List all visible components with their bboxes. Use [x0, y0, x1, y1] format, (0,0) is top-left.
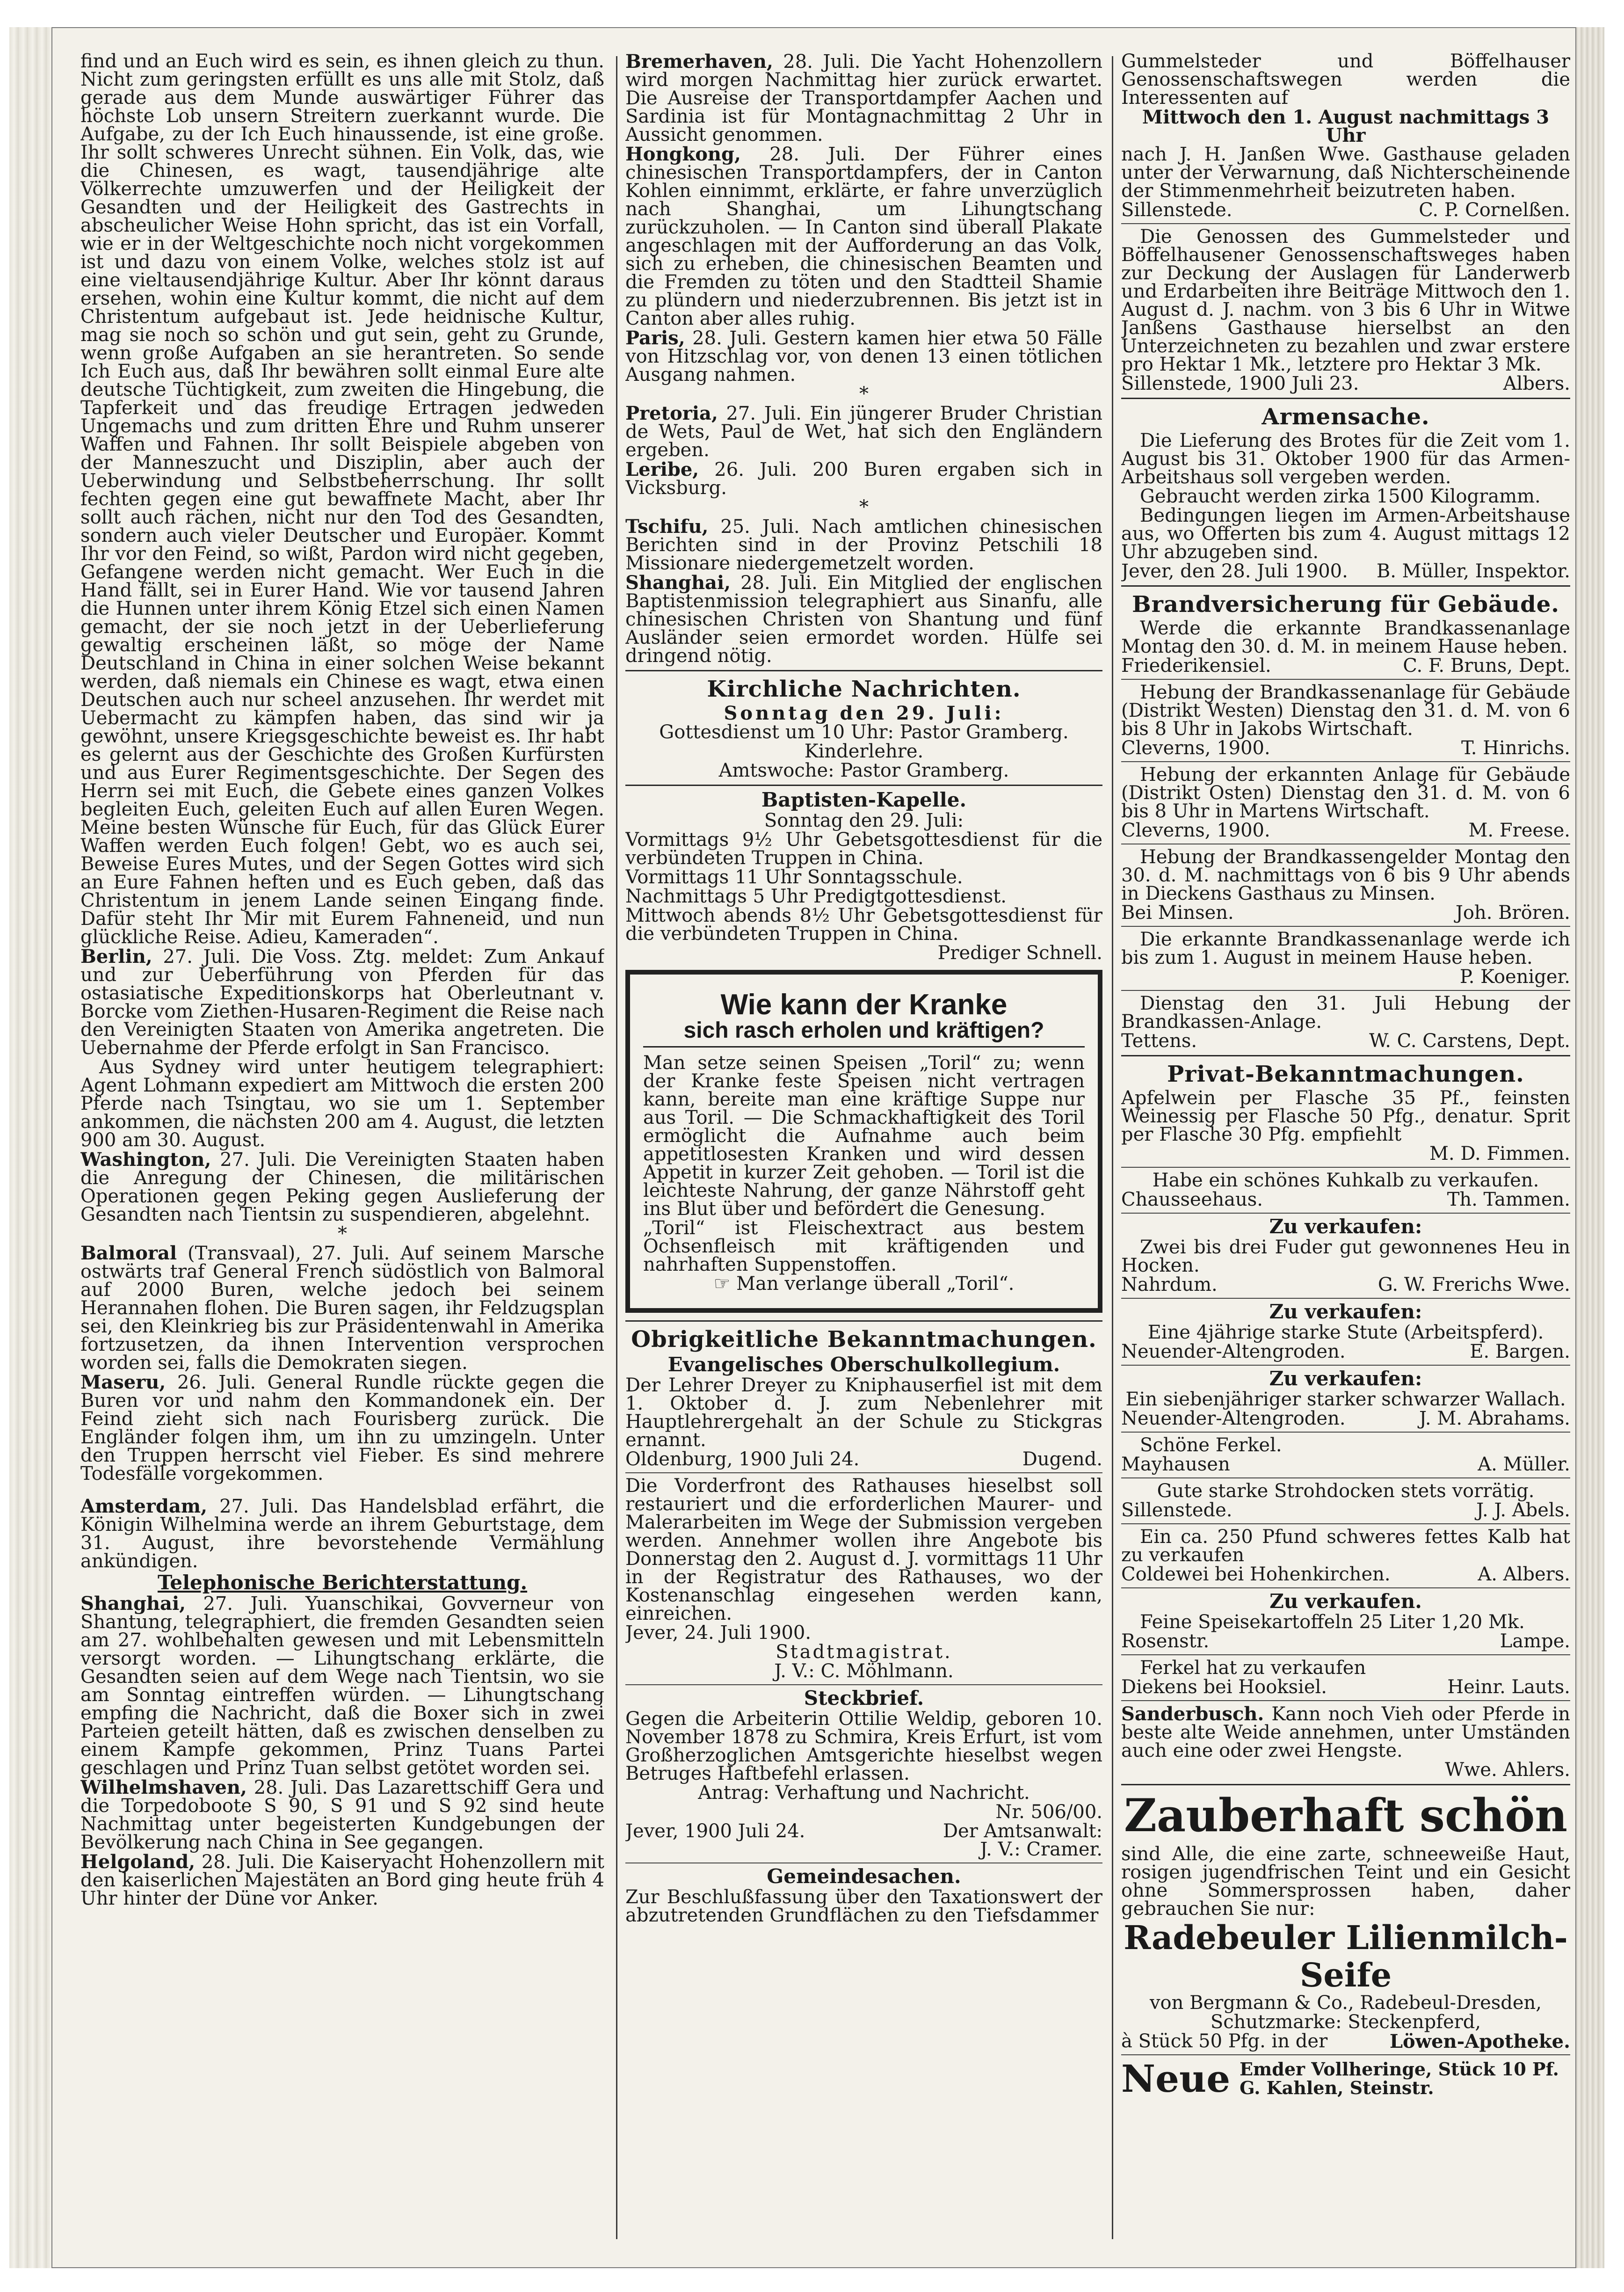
news-berlin-text: 27. Juli. Die Voss. Ztg. meldet: Zum Ankauf und zur Ueberführung von Pferden für das ostasiatische Expeditionskorps hat Oberleutnant v. Borcke vom Ziethen-Husaren-Regiment die Reise nach den Vereinigten Staaten von Amerika angetreten. Die Uebernahme der Pferde erfolgt in San Francisco. — [80, 946, 604, 1059]
section-heading-baptist: Baptisten-Kapelle. — [761, 788, 967, 811]
dateline-balmoral: Balmoral — [80, 1242, 177, 1264]
dateline-amsterdam: Amsterdam, — [80, 1495, 208, 1517]
news-bremerhaven-text: 28. Juli. Die Yacht Hohenzollern wird morgen Nachmittag hier zurück erwartet. Die Ausreise der Transportdampfer Aachen und Sardinia ist für Montagnachmittag 2 Uhr in Aussicht genommen. — [625, 52, 1102, 146]
news-hongkong-text: 28. Juli. Der Führer eines chinesischen Transportdampfers, der in Canton Kohlen einnimmt, erklärte, er fahre unverzüglich nach Shanghai, um Lihungtschang zurückzuholen. — In Canton sind überall Plakate angeschlagen mit der Aufforderung an das Volk, sich zu erheben, die chinesischen Beamten und die Fremden zu töten und den Stadtteil Shamie zu plündern und niederzubrennen. Bis jetzt ist in Canton aber alles ruhig. — [625, 144, 1102, 329]
soap-shop: Löwen-Apotheke. — [1389, 2030, 1570, 2052]
brand-3-footer — [1121, 822, 1570, 840]
news-berlin — [80, 947, 604, 1057]
ad-title: Wie kann der Kranke — [720, 989, 1008, 1021]
private-11-text: Kann noch Vieh oder Pferde in beste alte Weide annehmen, unter Umständen auch eine oder zwei Hengste. — [1121, 1703, 1570, 1761]
steckbrief-footer — [625, 1822, 1102, 1841]
beitrag-footer — [1121, 375, 1570, 393]
news-sydney: Aus Sydney wird unter heutigem telegraphiert: Agent Lohmann expediert am Mittwoch die ersten 200 Pferde nach Tsingtau, wo sie um 1. September ankommen, die nächsten 200 am 4. August, die letzten 900 am 30. August. — [80, 1056, 604, 1151]
separator-star: * — [859, 383, 869, 405]
private-9-place: Rosenstr. — [1121, 1630, 1210, 1652]
dateline-pretoria: Pretoria, — [625, 402, 718, 424]
news-amsterdam-text: 27. Juli. Das Handelsblad erfährt, die Königin Wilhelmina werde an ihrem Geburtstage, dem 31. August, ihre bevorstehende Vermählung ankündigen. — [80, 1496, 604, 1572]
soap-footer — [1121, 2032, 1570, 2051]
news-maseru-text: 26. Juli. General Rundle rückte gegen die Buren vor und nahm den Kommandonek ein. Der Feind zieht sich nach Fourisberg zurück. Die Engländer folgen ihm, um ihn zu umzingeln. Unter den Truppen herrscht viel Fieber. Es sind mehrere Todesfälle vorgekommen. — [80, 1372, 604, 1484]
divider — [1121, 1523, 1570, 1524]
private-9-signature: Lampe. — [1500, 1630, 1570, 1652]
baptist-line-2: Vormittags 11 Uhr Sonntagsschule. — [625, 866, 963, 888]
brand-3-text: Hebung der erkannten Anlage für Gebäude (Distrikt Osten) Dienstag den 31. d. M. von 6 bis 8 Uhr in Martens Wirtschaft. — [1121, 764, 1570, 822]
dateline-helgoland: Helgoland, — [80, 1851, 196, 1873]
armen-footer — [1121, 562, 1570, 581]
divider — [1121, 990, 1570, 991]
divider — [1121, 1587, 1570, 1588]
steckbrief-heading: Steckbrief. — [804, 1687, 924, 1710]
news-maseru — [80, 1373, 604, 1483]
zauberhaft-headline: Zauberhaft schön — [1124, 1789, 1568, 1842]
news-tschifu — [625, 517, 1102, 573]
section-heading-brand: Brandversicherung für Gebäude. — [1132, 591, 1559, 618]
brand-4-footer — [1121, 904, 1570, 922]
divider — [1121, 1477, 1570, 1478]
ad-text-3: ☞ Man verlange überall „Toril“. — [713, 1273, 1015, 1295]
divider — [1121, 585, 1570, 587]
private-4-text: Eine 4jährige starke Stute (Arbeitspferd). — [1147, 1322, 1544, 1343]
private-8-footer — [1121, 1565, 1570, 1584]
private-3-place: Nahrdum. — [1121, 1274, 1218, 1295]
zauberhaft-text: sind Alle, die eine zarte, schneeweiße Haut, rosigen jugendfrischen Teint und ein Gesicht ohne Sommersprossen haben, daher gebrauchen Sie nur: — [1121, 1843, 1570, 1920]
church-amtswoche: Amtswoche: Pastor Gramberg. — [718, 760, 1009, 781]
news-balmoral — [80, 1244, 604, 1372]
divider — [1121, 1700, 1570, 1701]
divider — [625, 785, 1102, 786]
rathaus-text: Die Vorderfront des Rathauses hieselbst soll restauriert und die erforderlichen Maurer- und Malerarbeiten im Wege der Submission vergeben werden. Annehmer wollen ihre Angebote bis Donnerstag den 2. August d. J. vormittags 11 Uhr in der Registratur des Rathauses, wo der Kostenanschlag eingesehen werden kann, einreichen. — [625, 1475, 1102, 1624]
brand-6-footer — [1121, 1032, 1570, 1050]
herring-details — [1240, 2060, 1559, 2097]
brand-2-text: Hebung der Brandkassenanlage für Gebäude (Distrikt Westen) Dienstag den 31. d. M. von 6 bis 8 Uhr in Jakobs Wirtschaft. — [1121, 682, 1570, 740]
private-6-footer — [1121, 1455, 1570, 1474]
dateline-bremerhaven: Bremerhaven, — [625, 52, 773, 73]
private-4-signature: E. Bargen. — [1470, 1341, 1570, 1362]
brand-4-text: Hebung der Brandkassengelder Montag den 30. d. M. nachmittags von 6 bis 9 Uhr abends in Dieckens Gasthaus zu Minsen. — [1121, 846, 1570, 904]
column-rule-2 — [1112, 56, 1113, 2239]
private-4-place: Neuender-Altengroden. — [1121, 1341, 1346, 1362]
genossen-footer — [1121, 201, 1570, 219]
divider — [1121, 1432, 1570, 1433]
newspaper-page — [51, 27, 1576, 2268]
divider — [1121, 1167, 1570, 1168]
divider — [1121, 1784, 1570, 1785]
brand-3-place: Cleverns, 1900. — [1121, 820, 1270, 841]
genossen-text-2: nach J. H. Janßen Wwe. Gasthause geladen unter der Verwarnung, daß Nichterscheinende der Stimmenmehrheit beizutreten haben. — [1121, 144, 1570, 202]
divider — [1121, 1365, 1570, 1366]
divider — [625, 670, 1102, 671]
private-3-text: Zwei bis drei Fuder gut gewonnenes Heu in Hocken. — [1121, 1237, 1570, 1276]
oberschul-footer — [625, 1450, 1102, 1469]
dateline-washington: Washington, — [80, 1149, 211, 1171]
gemeinde-heading: Gemeindesachen. — [767, 1865, 961, 1888]
private-9-text: Feine Speisekartoffeln 25 Liter 1,20 Mk. — [1140, 1611, 1525, 1633]
separator-star: * — [859, 496, 869, 518]
brand-5-signature: P. Koeniger. — [1459, 966, 1570, 988]
private-5-place: Neuender-Altengroden. — [1121, 1408, 1346, 1429]
news-amsterdam — [80, 1497, 604, 1571]
news-balmoral-text: (Transvaal), 27. Juli. Auf seinem Marsche ostwärts traf General French südöstlich von Balmoral auf 2000 Buren, welche jedoch bei seinem Herannahen flohen. Die Buren sagen, ihr Feldzugsplan sei, den Kleinkrieg bis zur Präsidentenwahl in Amerika fortzusetzen, da ihnen Intervention versprochen worden sei, falls die Demokraten siegen. — [80, 1243, 604, 1374]
for-sale-heading-3: Zu verkaufen: — [1269, 1367, 1422, 1390]
baptist-line-1: Vormittags 9½ Uhr Gebetsgottesdienst für die verbündeten Truppen in China. — [625, 829, 1102, 869]
steckbrief-place: Jever, 1900 Juli 24. — [625, 1820, 805, 1842]
news-bremerhaven — [625, 52, 1102, 144]
news-leribe-text: 26. Juli. 200 Buren ergaben sich in Vicksburg. — [625, 459, 1102, 499]
private-7-text: Gute starke Strohdocken stets vorrätig. — [1157, 1480, 1535, 1502]
armen-text: Die Lieferung des Brotes für die Zeit vom 1. August bis 31. Oktober 1900 für das Armen-Arbeitshaus soll vergeben werden. — [1121, 430, 1570, 488]
private-2-text: Habe ein schönes Kuhkalb zu verkaufen. — [1152, 1170, 1539, 1191]
baptist-line-4: Mittwoch abends 8½ Uhr Gebetsgottesdienst für die verbündeten Truppen in China. — [625, 905, 1102, 945]
divider — [1121, 2054, 1570, 2055]
private-7-place: Sillenstede. — [1121, 1499, 1232, 1521]
soap-maker: von Bergmann & Co., Radebeul-Dresden, — [1149, 1992, 1542, 2014]
news-wilhelmshaven — [80, 1778, 604, 1852]
dateline-leribe: Leribe, — [625, 458, 699, 480]
steckbrief-amt: Der Amtsanwalt: — [942, 1820, 1102, 1842]
armen-text-2: Gebraucht werden zirka 1500 Kilogramm. — [1140, 486, 1541, 507]
private-5-signature: J. M. Abrahams. — [1419, 1408, 1570, 1429]
genossen-signature: C. P. Cornelßen. — [1419, 199, 1570, 221]
genossen-text-1: Gummelsteder und Böffelhauser Genossenschaftswegen werden die Interessenten auf — [1121, 52, 1570, 109]
divider — [1121, 1055, 1570, 1056]
page-edge-left — [9, 27, 51, 2268]
column-1 — [80, 52, 604, 2248]
oberschul-heading: Evangelisches Oberschulkollegium. — [667, 1353, 1060, 1376]
private-5-text: Ein siebenjähriger starker schwarzer Wallach. — [1125, 1389, 1566, 1410]
baptist-line-3: Nachmittags 5 Uhr Predigtgottesdienst. — [625, 886, 1007, 907]
news-hongkong — [625, 145, 1102, 328]
armen-text-3: Bedingungen liegen im Armen-Arbeitshause aus, wo Offerten bis zum 4. August mittags 12 Uhr abzugeben sind. — [1121, 505, 1570, 563]
private-6-signature: A. Müller. — [1478, 1454, 1570, 1475]
divider — [1121, 398, 1570, 399]
dateline-shanghai: Shanghai, — [80, 1593, 186, 1615]
news-leribe — [625, 460, 1102, 497]
private-8-text: Ein ca. 250 Pfund schweres fettes Kalb hat zu verkaufen — [1121, 1526, 1570, 1566]
beitrag-signature: Albers. — [1503, 373, 1570, 394]
section-heading-telephone: Telephonische Berichterstattung. — [157, 1571, 528, 1594]
brand-2-footer — [1121, 739, 1570, 757]
private-2-footer — [1121, 1191, 1570, 1209]
rathaus-magistrat: Stadtmagistrat. — [776, 1641, 952, 1663]
news-shanghai-text: 27. Juli. Yuanschikai, Govverneur von Shantung, telegraphiert, die fremden Gesandten seien am 27. wohlbehalten gewesen und mit Lebensmitteln versorgt worden. — Lihungtschang erklärte, die Gesandten seien auf dem Wege nach Tientsin, wo sie am Sonntag eintreffen würden. — Lihungtschang empfing die Nachricht, daß die Boxer sich in zwei Parteien geteilt hätten, daß es zwischen denselben zu einem Kampfe gekommen, Prinz Tuans Partei geschlagen und Prinz Tuan selbst getötet worden sei. — [80, 1593, 604, 1779]
news-wilhelmshaven-text: 28. Juli. Das Lazarettschiff Gera und die Torpedoboote S 90, S 91 und S 92 sind heute Nachmittag unter begeisterten Kundgebungen der Bevölkerung nach China in See gegangen. — [80, 1777, 604, 1853]
section-heading-church: Kirchliche Nachrichten. — [707, 676, 1021, 702]
divider — [1121, 761, 1570, 762]
genossen-place: Sillenstede. — [1121, 199, 1232, 221]
private-10-text: Ferkel hat zu verkaufen — [1140, 1657, 1366, 1679]
private-11-lead: Sanderbusch. — [1121, 1703, 1264, 1725]
news-tschifu-text: 25. Juli. Nach amtlichen chinesischen Berichten sind in der Provinz Petschili 18 Missionare niedergemetzelt worden. — [625, 516, 1102, 574]
private-1-text: Apfelwein per Flasche 35 Pf., feinsten Weinessig per Flasche 50 Pfg., denatur. Sprit per Flasche 30 Pfg. empfiehlt — [1121, 1087, 1570, 1145]
news-washington-text: 27. Juli. Die Vereinigten Staaten haben die Anregung der Chinesen, die militärischen Operationen gegen Peking gegen Auslieferung der Gesandten nach Tientsin zu suspendieren, abgelehnt. — [80, 1149, 604, 1225]
brand-1-place: Friederikensiel. — [1121, 655, 1271, 677]
divider — [1121, 1298, 1570, 1299]
dateline-wilhelmshaven: Wilhelmshaven, — [80, 1776, 247, 1798]
news-paris — [625, 329, 1102, 384]
dateline-hongkong: Hongkong, — [625, 143, 741, 165]
divider — [1121, 926, 1570, 927]
soap-trademark: Schutzmarke: Steckenpferd, — [1210, 2011, 1481, 2033]
for-sale-heading-2: Zu verkaufen: — [1269, 1300, 1422, 1323]
gemeinde-text: Zur Beschlußfassung über den Taxationswert der abzutretenden Grundflächen zu den Tiefsdammer — [625, 1886, 1102, 1926]
private-6-place: Mayhausen — [1121, 1454, 1230, 1475]
separator-star: * — [338, 1223, 347, 1244]
herring-neue: Neue — [1121, 2057, 1231, 2101]
dateline-shanghai-2: Shanghai, — [625, 572, 731, 594]
news-helgoland-text: 28. Juli. Die Kaiseryacht Hohenzollern mit den kaiserlichen Majestäten an Bord ging heute früh 4 Uhr hinter der Düne vor Anker. — [80, 1851, 604, 1909]
dateline-maseru: Maseru, — [80, 1371, 166, 1393]
news-pretoria-text: 27. Juli. Ein jüngerer Bruder Christian de Wets, Paul de Wet, hat sich den Engländern ergeben. — [625, 403, 1102, 461]
oberschul-text: Der Lehrer Dreyer zu Kniphauserfiel ist mit dem 1. Oktober d. J. zum Nebenlehrer mit Hauptlehrergehalt an der Schule zu Stickgras ernannt. — [625, 1375, 1102, 1451]
column-rule-1 — [616, 56, 617, 2239]
private-1-signature: M. D. Fimmen. — [1429, 1143, 1570, 1164]
baptist-date: Sonntag den 29. Juli: — [764, 810, 964, 831]
divider — [1121, 1213, 1570, 1214]
steckbrief-number: Nr. 506/00. — [995, 1801, 1102, 1823]
private-8-signature: A. Albers. — [1478, 1564, 1570, 1585]
oberschul-place: Oldenburg, 1900 Juli 24. — [625, 1448, 860, 1470]
private-3-signature: G. W. Frerichs Wwe. — [1378, 1274, 1570, 1295]
soap-price: à Stück 50 Pfg. in der — [1121, 2030, 1328, 2052]
divider — [625, 1472, 1102, 1473]
private-4-footer — [1121, 1343, 1570, 1361]
private-9-footer — [1121, 1632, 1570, 1651]
private-11-signature: Wwe. Ahlers. — [1445, 1759, 1570, 1781]
church-date: Sonntag den 29. Juli: — [724, 702, 1004, 724]
column-2 — [625, 52, 1102, 2248]
armen-signature: B. Müller, Inspektor. — [1376, 560, 1570, 582]
herring-text: Emder Vollheringe, Stück 10 Pf. — [1240, 2059, 1559, 2080]
oberschul-signature: Dugend. — [1022, 1448, 1102, 1470]
section-heading-armen: Armensache. — [1262, 404, 1430, 430]
divider — [1121, 1654, 1570, 1655]
armen-place: Jever, den 28. Juli 1900. — [1121, 560, 1348, 582]
herring-seller: G. Kahlen, Steinstr. — [1240, 2077, 1434, 2098]
herring-ad — [1121, 2057, 1570, 2101]
ad-text: Man setze seinen Speisen „Toril“ zu; wenn der Kranke feste Speisen nicht vertragen kann, bereite man eine kräftige Suppe nur aus Toril. — Die Schmackhaftigkeit des Toril ermöglicht die Aufnahme auch beim appetitlosesten Kranken und wird dessen Appetit in kurzer Zeit gehoben. — Toril ist die leichteste Nahrung, der ganze Nährstoff geht ins Blut über und befördert die Genesung. — [643, 1052, 1085, 1220]
genossen-date: Mittwoch den 1. August nachmittags 3 Uhr — [1142, 106, 1550, 146]
baptist-signature: Prediger Schnell. — [937, 942, 1102, 964]
dateline-berlin: Berlin, — [80, 946, 152, 968]
ad-subtitle: sich rasch erholen und kräftigen? — [643, 1021, 1085, 1048]
brand-2-place: Cleverns, 1900. — [1121, 737, 1270, 759]
brand-5-text: Die erkannte Brandkassenanlage werde ich bis zum 1. August in meinem Hause heben. — [1121, 929, 1570, 968]
private-10-footer — [1121, 1678, 1570, 1696]
private-5-footer — [1121, 1410, 1570, 1428]
section-heading-official: Obrigkeitliche Bekanntmachungen. — [631, 1326, 1097, 1353]
beitrag-text: Die Genossen des Gummelsteder und Böffelhausener Genossenschaftsweges haben zur Deckung der Auslagen für Landerwerb und Erdarbeiten ihre Beiträge Mittwoch den 1. August d. J. nachm. von 3 bis 6 Uhr in Witwe Janßens Gasthause hierselbst an den Unterzeichneten zu bezahlen und zwar erstere pro Hektar 1 Mk., letztere pro Hektar 3 Mk. — [1121, 226, 1570, 375]
news-helgoland — [80, 1853, 604, 1908]
column-3 — [1121, 52, 1570, 2248]
dateline-tschifu: Tschifu, — [625, 516, 709, 538]
rathaus-place: Jever, 24. Juli 1900. — [625, 1622, 812, 1644]
news-pretoria — [625, 404, 1102, 459]
brand-1-footer — [1121, 657, 1570, 675]
soap-brand: Radebeuler Lilienmilch-Seife — [1124, 1918, 1568, 1994]
private-2-place: Chausseehaus. — [1121, 1189, 1263, 1210]
steckbrief-text: Gegen die Arbeiterin Ottilie Weldip, geboren 10. November 1878 zu Schmira, Kreis Erfurt, ist vom Großherzoglichen Amtsgerichte hieselbst wegen Betruges Haftbefehl erlassen. — [625, 1708, 1102, 1784]
news-washington — [80, 1150, 604, 1224]
brand-6-text: Dienstag den 31. Juli Hebung der Brandkassen-Anlage. — [1121, 993, 1570, 1033]
private-6-text: Schöne Ferkel. — [1140, 1434, 1282, 1456]
toril-advertisement — [625, 970, 1102, 1313]
steckbrief-signature: J. V.: Cramer. — [980, 1839, 1102, 1860]
dateline-paris: Paris, — [625, 327, 685, 349]
ad-text-2: „Toril“ ist Fleischextract aus bestem Ochsenfleisch mit kräftigenden und nahrhaften Suppenstoffen. — [643, 1217, 1085, 1275]
divider — [1121, 679, 1570, 680]
news-shanghai — [80, 1594, 604, 1777]
brand-6-place: Tettens. — [1121, 1030, 1197, 1052]
brand-6-signature: W. C. Carstens, Dept. — [1369, 1030, 1570, 1052]
private-10-signature: Heinr. Lauts. — [1447, 1676, 1570, 1698]
private-7-footer — [1121, 1501, 1570, 1520]
private-8-place: Coldewei bei Hohenkirchen. — [1121, 1564, 1391, 1585]
news-shanghai-2-text: 28. Juli. Ein Mitglied der englischen Baptistenmission telegraphiert aus Sinanfu, alle chinesischen Christen von Shantung und fünf Ausländer seien ermordet worden. Hülfe sei dringend nötig. — [625, 572, 1102, 667]
private-7-signature: J. J. Abels. — [1476, 1499, 1570, 1521]
brand-4-signature: Joh. Brören. — [1455, 902, 1570, 924]
private-3-footer — [1121, 1276, 1570, 1294]
for-sale-heading-4: Zu verkaufen. — [1269, 1590, 1422, 1613]
page-edge-right — [1576, 27, 1604, 2268]
brand-3-signature: M. Freese. — [1468, 820, 1570, 841]
brand-4-place: Bei Minsen. — [1121, 902, 1234, 924]
divider — [625, 1320, 1102, 1322]
beitrag-place: Sillenstede, 1900 Juli 23. — [1121, 373, 1359, 394]
private-10-place: Diekens bei Hooksiel. — [1121, 1676, 1327, 1698]
private-2-signature: Th. Tammen. — [1447, 1189, 1570, 1210]
church-service: Gottesdienst um 10 Uhr: Pastor Gramberg. — [659, 721, 1069, 743]
steckbrief-antrag: Antrag: Verhaftung und Nachricht. — [698, 1782, 1030, 1804]
section-heading-private: Privat-Bekanntmachungen. — [1167, 1061, 1524, 1087]
brand-1-text: Werde die erkannte Brandkassenanlage Montag den 30. d. M. in meinem Hause heben. — [1121, 618, 1570, 657]
private-11 — [1121, 1705, 1570, 1760]
church-kinderlehre: Kinderlehre. — [804, 741, 924, 762]
speech-text: find und an Euch wird es sein, es ihnen gleich zu thun. Nicht zum geringsten erfüllt es uns alle mit Stolz, daß gerade aus dem Munde auswärtiger Führer das höchste Lob unsern Streitern zuerkannt wurde. Die Aufgabe, zu der Ich Euch hinaussende, ist eine große. Ihr sollt schweres Unrecht sühnen. Ein Volk, das, wie die Chinesen, es wagt, tausendjährige alte Völkerrechte umzuwerfen und der Heiligkeit der Gesandten und der Heiligkeit des Gastrechts in abscheulicher Weise Hohn spricht, das ist ein Vorfall, wie er in der Weltgeschichte noch nicht vorgekommen ist und dazu von einem Volke, welches stolz ist auf eine vieltausendjährige Kultur. Aber Ihr könnt daraus ersehen, wohin eine Kultur kommt, die nicht auf dem Christentum aufgebaut ist. Jede heidnische Kultur, mag sie noch so schön und gut sein, geht zu Grunde, wenn große Aufgaben an sie herantreten. So sende Ich Euch aus, daß Ihr bewähren sollt einmal Eure alte deutsche Tüchtigkeit, zum zweiten die Hingebung, die Tapferkeit und das freudige Ertragen jedweden Ungemachs und zum dritten Ehre und Ruhm unserer Waffen und Fahnen. Ihr sollt Beispiele abgeben von der Manneszucht und Disziplin, aber auch der Ueberwindung und Selbstbeherrschung. Ihr sollt fechten gegen eine gut bewaffnete Macht, aber Ihr sollt auch rächen, nicht nur den Tod des Gesandten, sondern auch vieler Deutscher und Europäer. Kommt Ihr vor den Feind, so wißt, Pardon wird nicht gegeben, Gefangene werden nicht gemacht. Wer Euch in die Hand fällt, sei in Eurer Hand. Wie vor tausend Jahren die Hunnen unter ihrem König Etzel sich einen Namen gemacht, der sie noch jetzt in der Ueberlieferung gewaltig erscheinen läßt, so möge der Name Deutschland in China in einer solchen Weise bekannt werden, daß niemals ein Chinese es wagt, etwa einen Deutschen auch nur scheel anzusehen. Ihr werdet mit Uebermacht zu kämpfen haben, das sind wir ja gewöhnt, unsere Kriegsgeschichte beweist es. Ihr habt es gelernt aus der Geschichte des Großen Kurfürsten und aus Eurer Regimentsgeschichte. Der Segen des Herrn sei mit Euch, die Gebete eines ganzen Volkes begleiten Euch, geleiten Euch auf allen Euren Wegen. Meine besten Wünsche für Euch, für das Glück Eurer Waffen werden Euch folgen! Gebt, wo es auch sei, Beweise Eures Mutes, und der Segen Gottes wird sich an Eure Fahnen heften und es Euch geben, daß das Christentum in jenem Lande seinen Eingang finde. Dafür steht Ihr Mir mit Eurem Fahneneid, und nun glückliche Reise. Adieu, Kameraden“. — [80, 52, 604, 948]
brand-2-signature: T. Hinrichs. — [1461, 737, 1570, 759]
rathaus-signature: J. V.: C. Möhlmann. — [774, 1660, 954, 1682]
divider — [1121, 223, 1570, 224]
news-paris-text: 28. Juli. Gestern kamen hier etwa 50 Fälle von Hitzschlag vor, von denen 13 einen tötlichen Ausgang nahmen. — [625, 327, 1102, 386]
for-sale-heading-1: Zu verkaufen: — [1269, 1215, 1422, 1238]
brand-1-signature: C. F. Bruns, Dept. — [1403, 655, 1570, 677]
news-shanghai-2 — [625, 574, 1102, 665]
divider — [625, 1684, 1102, 1685]
